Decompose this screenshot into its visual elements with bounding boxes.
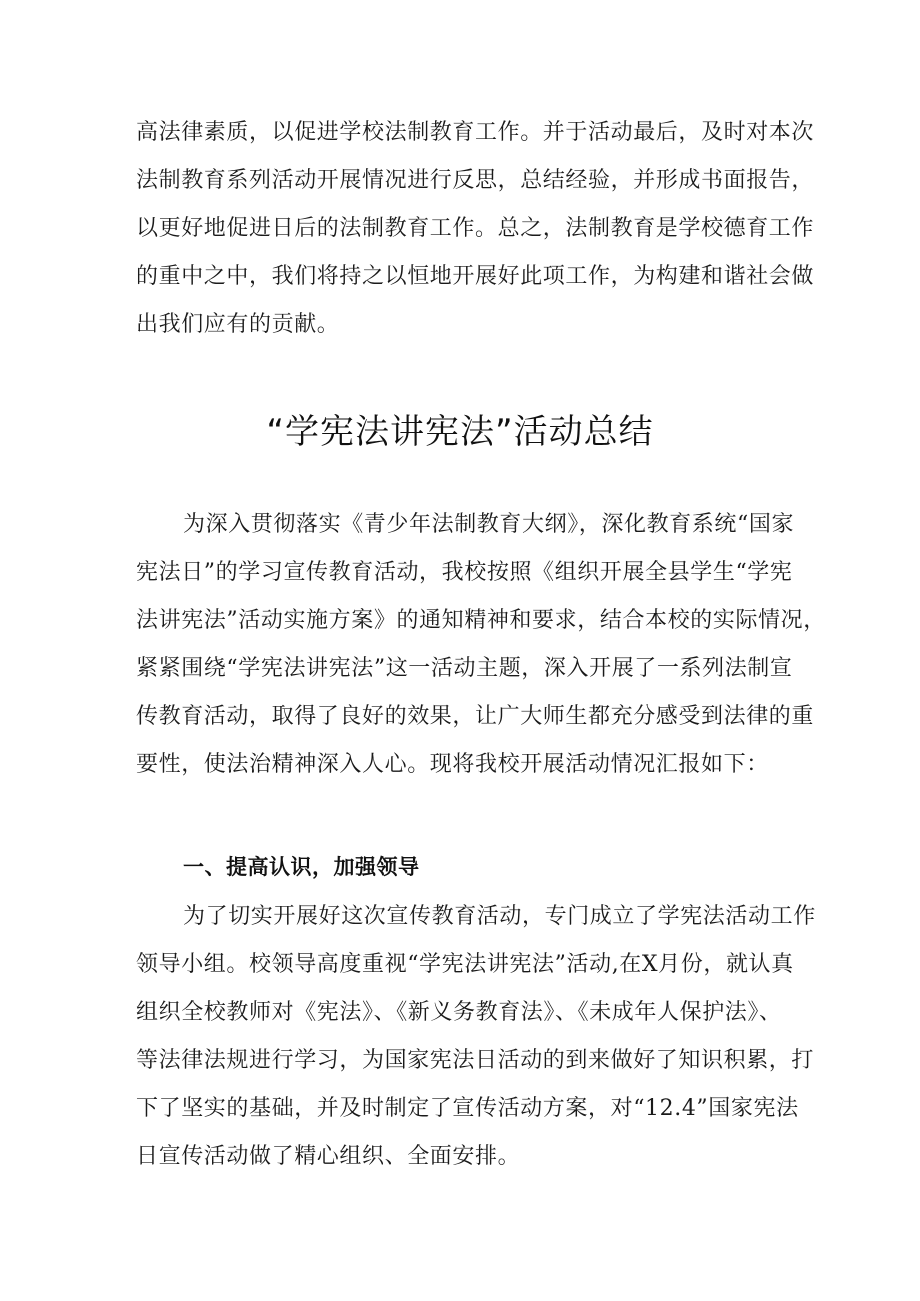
section-paragraph-line: 为了切实开展好这次宣传教育活动，专门成立了学宪法活动工作 (183, 904, 816, 929)
intro-paragraph-line: 紧紧围绕“学宪法讲宪法”这一活动主题，深入开展了一系列法制宣 (136, 656, 793, 681)
section-paragraph-line: 领导小组。校领导高度重视“学宪法讲宪法”活动,在X月份，就认真 (136, 952, 794, 977)
prev-paragraph-line: 出我们应有的贡献。 (136, 312, 340, 337)
prev-paragraph-line: 高法律素质，以促进学校法制教育工作。并于活动最后，及时对本次 (136, 120, 815, 145)
intro-paragraph-line: 法讲宪法”活动实施方案》的通知精神和要求，结合本校的实际情况， (136, 608, 826, 633)
section-heading: 一、提高认识，加强领导 (183, 855, 420, 879)
prev-paragraph-line: 的重中之中，我们将持之以恒地开展好此项工作，为构建和谐社会做 (136, 264, 815, 289)
document-title: “学宪法讲宪法”活动总结 (266, 412, 654, 452)
intro-paragraph-line: 宪法日”的学习宣传教育活动，我校按照《组织开展全县学生“学宪 (136, 560, 793, 585)
intro-paragraph-line: 为深入贯彻落实《青少年法制教育大纲》，深化教育系统“国家 (183, 512, 795, 537)
section-paragraph-line: 下了坚实的基础，并及时制定了宣传活动方案，对“12.4”国家宪法 (136, 1096, 799, 1121)
intro-paragraph-line: 传教育活动，取得了良好的效果，让广大师生都充分感受到法律的重 (136, 704, 815, 729)
section-paragraph-line: 日宣传活动做了精心组织、全面安排。 (136, 1144, 521, 1169)
section-paragraph-line: 等法律法规进行学习，为国家宪法日活动的到来做好了知识积累，打 (136, 1048, 815, 1073)
prev-paragraph-line: 法制教育系列活动开展情况进行反思，总结经验，并形成书面报告， (136, 168, 815, 193)
section-paragraph-line: 组织全校教师对《宪法》、《新义务教育法》、《未成年人保护法》、 (136, 1000, 782, 1025)
intro-paragraph-line: 要性，使法治精神深入人心。现将我校开展活动情况汇报如下： (136, 752, 769, 777)
prev-paragraph-line: 以更好地促进日后的法制教育工作。总之，法制教育是学校德育工作 (136, 216, 815, 241)
